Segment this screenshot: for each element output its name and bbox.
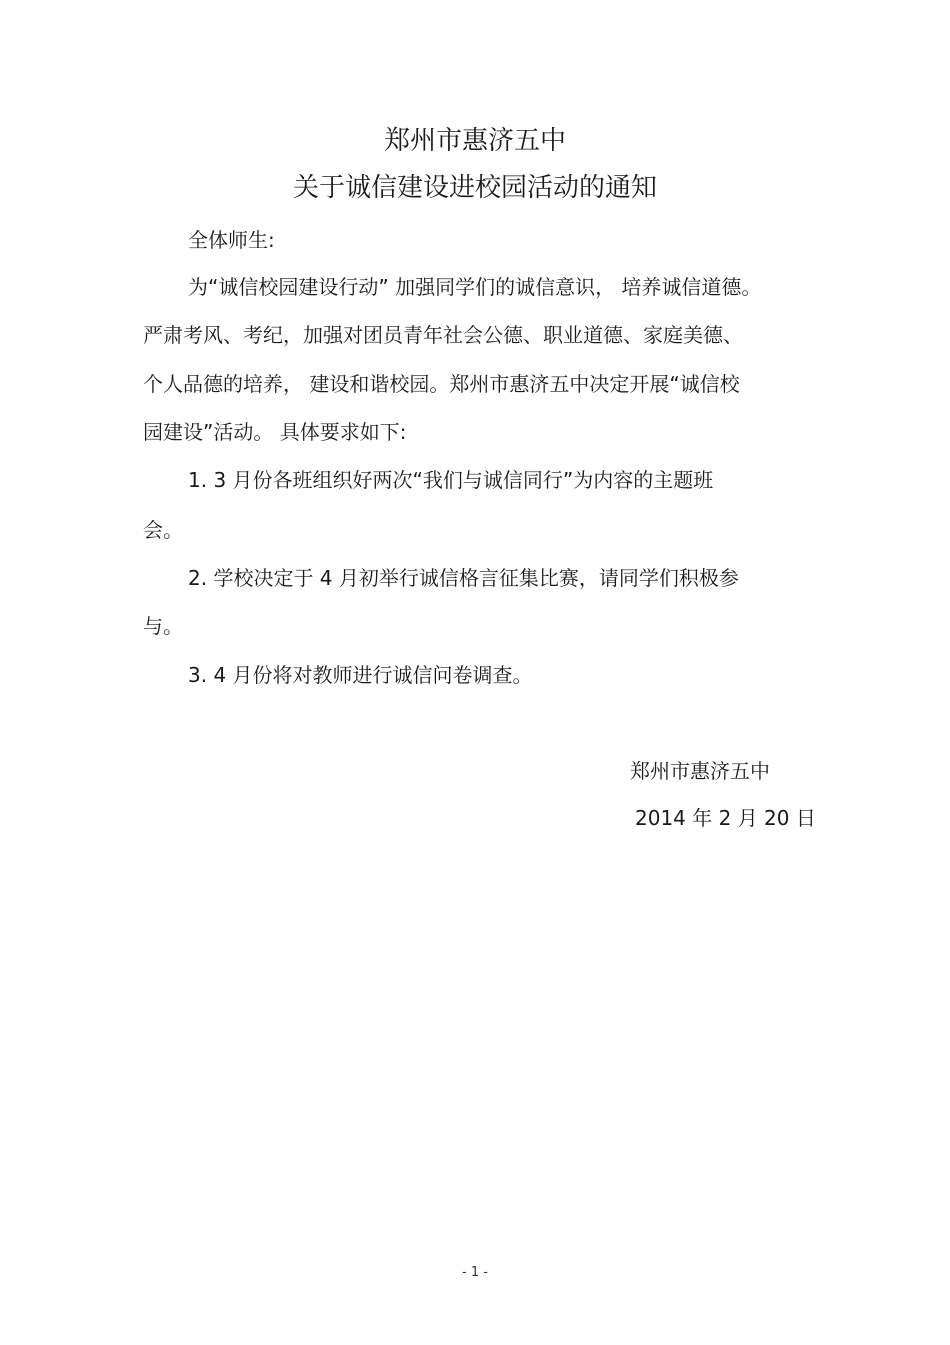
salutation: 全体师生: <box>188 228 275 252</box>
signature-org: 郑州市惠济五中 <box>630 759 770 783</box>
paragraph1-line4: 园建设”活动。 具体要求如下: <box>143 420 407 444</box>
page-number: - 1 - <box>462 1265 488 1280</box>
title-notice: 关于诚信建设进校园活动的通知 <box>292 173 657 203</box>
title-school: 郑州市惠济五中 <box>383 126 566 156</box>
item1-line2: 会。 <box>143 518 183 542</box>
item1-line1: 1. 3 月份各班组织好两次“我们与诚信同行”为内容的主题班 <box>188 468 714 492</box>
item2-line1: 2. 学校决定于 4 月初举行诚信格言征集比赛，请同学们积极参 <box>188 566 739 590</box>
paragraph1-line2: 严肃考风、考纪，加强对团员青年社会公德、职业道德、家庭美德、 <box>143 323 743 347</box>
signature-date: 2014 年 2 月 20 日 <box>635 806 816 830</box>
item3-line1: 3. 4 月份将对教师进行诚信问卷调查。 <box>188 663 533 687</box>
paragraph1-line1: 为“诚信校园建设行动” 加强同学们的诚信意识， 培养诚信道德。 <box>188 275 762 299</box>
item2-line2: 与。 <box>143 614 183 638</box>
paragraph1-line3: 个人品德的培养， 建设和谐校园。郑州市惠济五中决定开展“诚信校 <box>143 372 740 396</box>
